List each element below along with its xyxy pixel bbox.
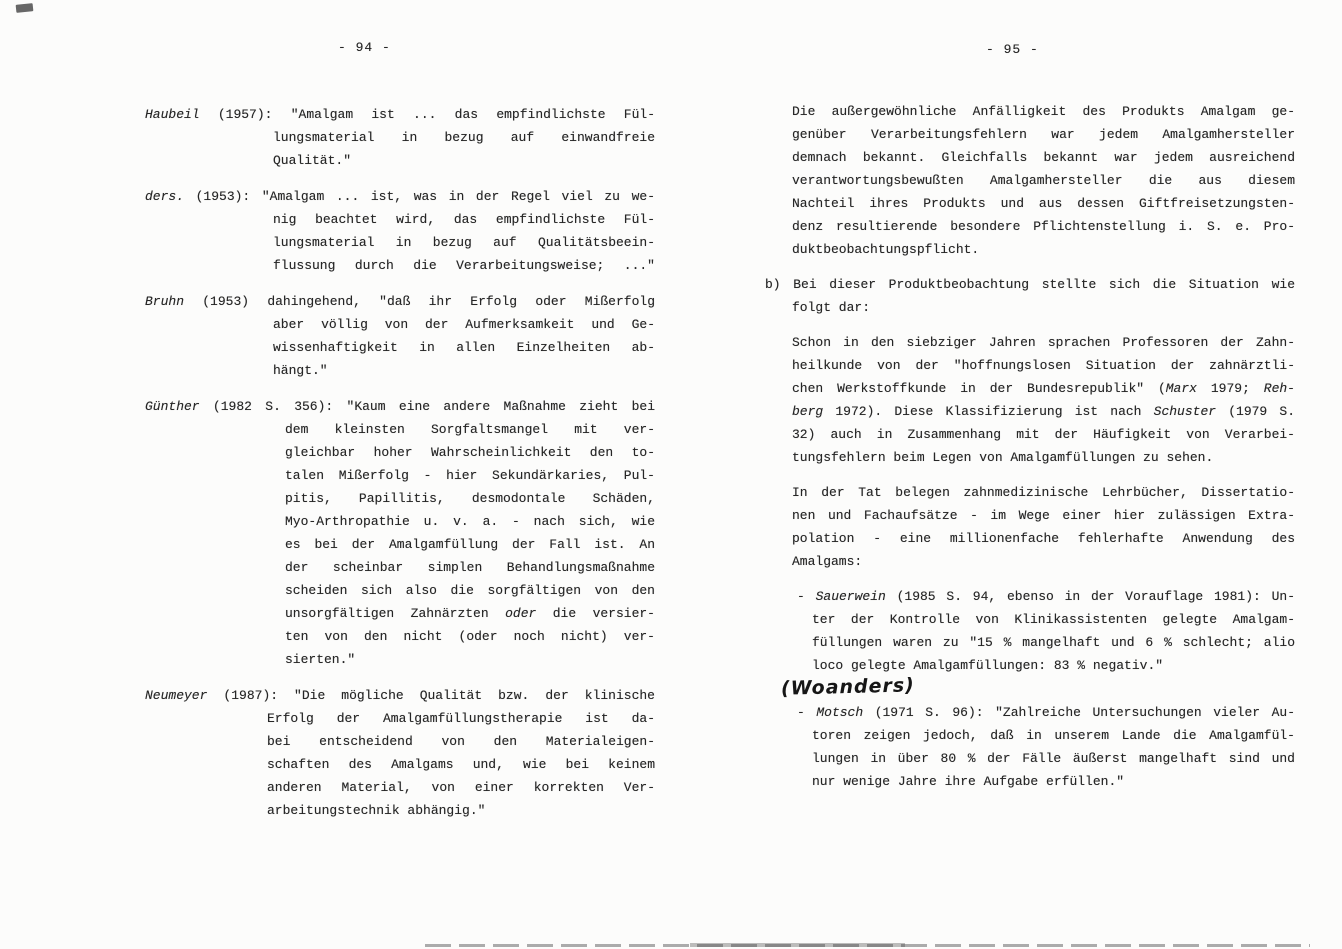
text-line: genüber Verarbeitungsfehlern war jedem Amalgamhersteller [792,127,1295,142]
text-line: Günther (1982 S. 356): "Kaum eine andere Maßnahme zieht bei [145,399,655,414]
text-line: ter der Kontrolle von Klinikassistenten gelegte Amalgam- [812,612,1295,627]
text-block [145,185,655,277]
text-line: Erfolg der Amalgamfüllungstherapie ist da- [267,711,655,726]
text-line: flussung durch die Verarbeitungsweise; ..." [273,258,655,273]
text-line: berg 1972). Diese Klassifizierung ist nach Schuster (1979 S. [792,404,1295,419]
page-number-94: - 94 - [338,40,391,55]
text-block [765,701,1295,793]
text-block [765,585,1295,677]
text-line: demnach bekannt. Gleichfalls bekannt war jedem ausreichend [792,150,1295,165]
text-line: verantwortungsbewußten Amalgamhersteller die aus diesem [792,173,1295,188]
text-line: talen Mißerfolg - hier Sekundärkaries, Pul- [285,468,655,483]
handwritten-annotation: (Woanders) [780,674,916,700]
text-line: schaften des Amalgams und, wie bei keinem [267,757,655,772]
text-line: duktbeobachtungspflicht. [792,242,980,257]
text-line: unsorgfältigen Zahnärzten oder die versier- [285,606,655,621]
text-line: In der Tat belegen zahnmedizinische Lehrbücher, Dissertatio- [792,485,1295,500]
text-line: toren zeigen jedoch, daß in unserem Lande die Amalgamfül- [812,728,1295,743]
scan-artifact-top-left [16,3,34,13]
text-line: Myo-Arthropathie u. v. a. - nach sich, wie [285,514,655,529]
text-line: Haubeil (1957): "Amalgam ist ... das empfindlichste Fül- [145,107,655,122]
text-line: loco gelegte Amalgamfüllungen: 83 % negativ." [812,658,1164,673]
text-line: nig beachtet wird, das empfindlichste Fül- [273,212,655,227]
text-line: hängt." [273,363,328,378]
text-line: nen und Fachaufsätze - im Wege einer hier zulässigen Extra- [792,508,1295,523]
text-line: ten von den nicht (oder noch nicht) ver- [285,629,655,644]
scan-artifact-bottom-smudge [690,943,905,947]
text-line: pitis, Papillitis, desmodontale Schäden, [285,491,655,506]
text-line: tungsfehlern beim Legen von Amalgamfüllungen zu sehen. [792,450,1214,465]
text-line: 32) auch in Zusammenhang mit der Häufigkeit von Verarbei- [792,427,1295,442]
text-line: gleichbar hoher Wahrscheinlichkeit den to- [285,445,655,460]
text-block [765,273,1295,319]
text-line: sierten." [285,652,356,667]
text-line: dem kleinsten Sorgfaltsmangel mit ver- [285,422,655,437]
text-line: b) Bei dieser Produktbeobachtung stellte sich die Situation wie [765,277,1295,292]
text-line: folgt dar: [792,300,871,315]
text-line: Qualität." [273,153,352,168]
text-line: heilkunde von der "hoffnungslosen Situation der zahnärztli- [792,358,1295,373]
text-line: - Motsch (1971 S. 96): "Zahlreiche Untersuchungen vieler Au- [797,705,1295,720]
text-line: füllungen waren zu "15 % mangelhaft und 6 % schlecht; alio [812,635,1295,650]
text-line: bei entscheidend von den Materialeigen- [267,734,655,749]
text-line: Nachteil ihres Produkts und aus dessen Giftfreisetzungsten- [792,196,1295,211]
text-line: Bruhn (1953) dahingehend, "daß ihr Erfolg oder Mißerfolg [145,294,655,309]
text-line: Die außergewöhnliche Anfälligkeit des Produkts Amalgam ge- [792,104,1295,119]
page-number-95: - 95 - [986,42,1039,57]
page-94-text-column [145,103,655,835]
text-block [145,290,655,382]
text-block [145,684,655,822]
text-block [765,100,1295,261]
text-line: es bei der Amalgamfüllung der Fall ist. An [285,537,655,552]
text-line: arbeitungstechnik abhängig." [267,803,486,818]
text-block [145,103,655,172]
text-line: denz resultierende besondere Pflichtenstellung i. S. e. Pro- [792,219,1295,234]
text-line: Neumeyer (1987): "Die mögliche Qualität bzw. der klinische [145,688,655,703]
text-line: nur wenige Jahre ihre Aufgabe erfüllen." [812,774,1125,789]
text-line: lungsmaterial in bezug auf Qualitätsbeein- [273,235,655,250]
text-line: chen Werkstoffkunde in der Bundesrepublik" (Marx 1979; Reh- [792,381,1295,396]
text-line: ders. (1953): "Amalgam ... ist, was in der Regel viel zu we- [145,189,655,204]
text-line: scheiden sich also die sorgfältigen von den [285,583,655,598]
text-line: Amalgams: [792,554,863,569]
text-line: wissenhaftigkeit in allen Einzelheiten ab- [273,340,655,355]
text-line: lungen in über 80 % der Fälle äußerst mangelhaft sind und [812,751,1295,766]
text-line: lungsmaterial in bezug auf einwandfreie [273,130,655,145]
text-line: der scheinbar simplen Behandlungsmaßnahme [285,560,655,575]
page-95-text-column [765,100,1295,805]
text-block [145,395,655,671]
text-line: Schon in den siebziger Jahren sprachen Professoren der Zahn- [792,335,1295,350]
text-line: polation - eine millionenfache fehlerhafte Anwendung des [792,531,1295,546]
text-block [765,481,1295,573]
text-line: - Sauerwein (1985 S. 94, ebenso in der Vorauflage 1981): Un- [797,589,1295,604]
text-line: anderen Material, von einer korrekten Ver- [267,780,655,795]
text-line: aber völlig von der Aufmerksamkeit und Ge- [273,317,655,332]
text-block [765,331,1295,469]
